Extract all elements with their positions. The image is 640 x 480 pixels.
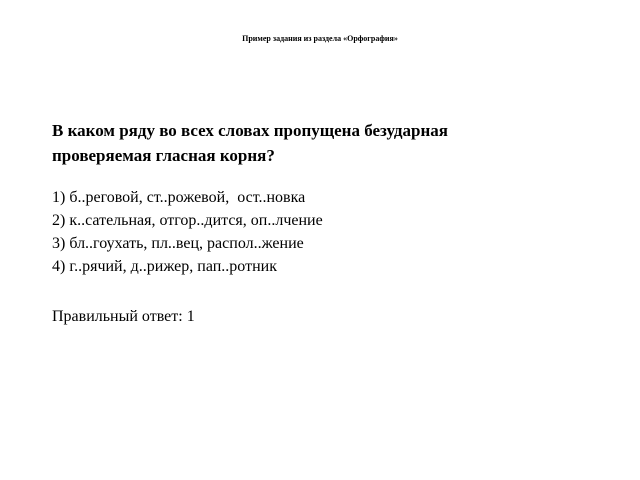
- slide-title: Пример задания из раздела «Орфография»: [242, 34, 398, 43]
- answer-options-list: [52, 186, 612, 278]
- correct-answer: Правильный ответ: 1: [52, 308, 195, 325]
- option-3: 3) бл..гоухать, пл..вец, распол..жение: [52, 235, 304, 252]
- option-4: 4) г..рячий, д..рижер, пап..ротник: [52, 258, 277, 275]
- option-1: 1) б..реговой, ст..рожевой, ост..новка: [52, 189, 306, 206]
- question-line-1: В каком ряду во всех словах пропущена безударная: [52, 121, 448, 140]
- option-2: 2) к..сательная, отгор..дится, оп..лчение: [52, 212, 323, 229]
- question-text: [52, 118, 612, 168]
- question-line-2: проверяемая гласная корня?: [52, 146, 275, 165]
